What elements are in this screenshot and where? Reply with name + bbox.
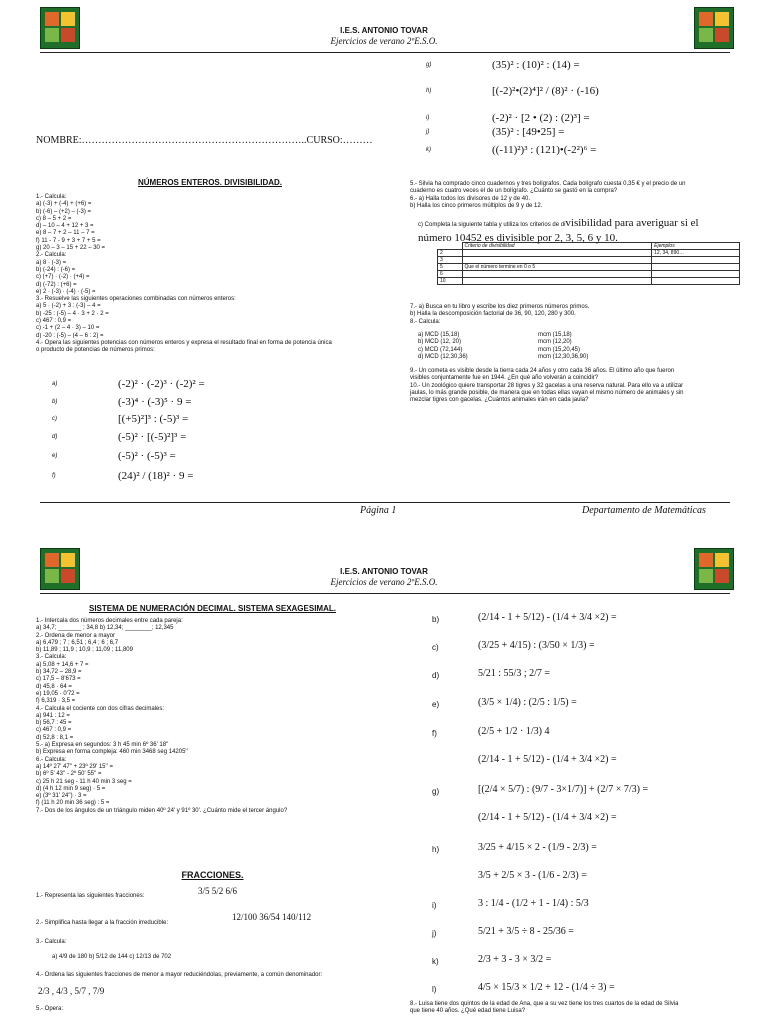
exercise-line: que tiene 40 años. ¿Qué edad tiene Luisa? — [410, 1008, 526, 1015]
table-cell-ejemplos — [652, 257, 740, 264]
exercise-line: 8.- Calcula: — [410, 318, 441, 325]
exercise-line: g) 20 – 3 – 15 + 22 – 30 = — [36, 245, 106, 252]
expr-formula: (3/25 + 4/15) : (3/50 × 1/3) = — [478, 640, 595, 651]
divisibility-table — [437, 242, 740, 285]
exercise-line: a) 34,7; _______ ; 34,8 b) 12,34; ________; 12,345 — [36, 625, 174, 632]
exercise-line: a) 8 · (-3) = — [36, 259, 67, 266]
exercise-line: b) (-24) : (-6) = — [36, 266, 76, 273]
exercise-line: 6.- a) Halla todos los divisores de 12 y de 40. — [410, 195, 531, 202]
expr-formula: (-2)² · [2 • (2) : (2)³] = — [492, 112, 590, 124]
mcm-item: mcm (12,30,36,90) — [538, 353, 589, 360]
right-exercises-2 — [410, 304, 760, 326]
table-cell-criterio — [462, 257, 652, 264]
power-formula: (-2)² · (-2)³ · (-2)² = — [118, 378, 205, 390]
exercise-line: 3.- Resuelve las siguientes operaciones combinadas con números enteros: — [36, 296, 236, 303]
exercise-line: cuaderno es cuatro veces el de un bolígrafo. ¿Cuánto se gastó en la compra? — [410, 188, 618, 195]
frac-q2-values — [232, 912, 311, 922]
section-title-enteros: NÚMEROS ENTEROS. DIVISIBILIDAD. — [137, 178, 282, 187]
expr-letter: h) — [432, 845, 440, 854]
mcm-item: mcm (15,18) — [538, 332, 572, 338]
exercise-line: 9.- Un cometa es visible desde la tierra cada 24 años y otro cada 36 años. El último año que fueron — [410, 368, 675, 374]
q6c-text-big: visibilidad para averiguar si el — [565, 217, 699, 229]
exercise-line: visibles conjuntamente fue en 1944. ¿En qué año volverán a coincidir? — [410, 375, 599, 382]
table-cell-ejemplos — [652, 278, 740, 285]
exercise-line: a) 5 · (-2) + 3 : (-3) – 4 = — [36, 303, 101, 310]
mcd-row — [410, 332, 760, 339]
frac-q3: 3.- Calcula: — [36, 939, 67, 945]
power-formula: (-3)⁴ · (-3)⁵ · 9 = — [118, 396, 192, 408]
exercise-line: c) 8 – 5 + 2 = — [36, 215, 72, 222]
exercise-line: c) 25 h 21 seg - 11 h 40 min 3 seg = — [36, 778, 132, 785]
mcd-row — [410, 347, 760, 354]
exercise-line: a) 941 : 12 = — [36, 712, 70, 719]
expr-letter: b) — [432, 615, 440, 624]
frac-q4-values: 2/3 , 4/3 , 5/7 , 7/9 — [38, 986, 105, 996]
table-cell-ejemplos: 12, 34, 890… — [652, 250, 740, 257]
q6c-text-big2: número 10452 es divisible por 2, 3, 5, 6 y 10. — [418, 232, 618, 244]
decimal-exercises — [36, 618, 416, 815]
exercise-line: c) -1 + (2 – 4 · 3) – 10 = — [36, 325, 100, 332]
expr-letter: k) — [432, 957, 439, 966]
exercise-line: a) 5,08 + 14,6 + 7 = — [36, 661, 89, 668]
frac-q5: 5.- Opera: — [36, 1006, 64, 1012]
exercise-line: d) (-72) : (+6) = — [36, 281, 77, 288]
power-formula: (24)² / (18)² · 9 = — [118, 470, 194, 482]
expr-letter: g) — [426, 62, 432, 68]
expr-formula: (3/5 × 1/4) : (2/5 : 1/5) = — [478, 697, 577, 708]
exercise-line: 6.- Calcula: — [36, 756, 67, 763]
exercise-line: c) (+7) · (-2) · (+4) = — [36, 274, 90, 281]
power-formula: (-5)² · [(-5)²]³ = — [118, 431, 187, 443]
power-letter: c) — [52, 416, 57, 422]
exercise-line: d) (4 h 12 min 9 seg) · 5 = — [36, 785, 106, 792]
table-cell-number: 10 — [438, 278, 463, 285]
mcd-item: a) MCD (15,18) — [418, 332, 460, 338]
q6c-text-small: c) Completa la siguiente tabla y utiliza los criterios de di — [418, 222, 566, 228]
mcd-mcm-list — [410, 332, 760, 361]
exercise-line: b) 11,89 ; 11,9 ; 10,9 ; 11,09 ; 11,809 — [36, 647, 133, 654]
exercise-line: 7.- Dos de los ángulos de un triángulo miden 40º 24' y 91º 30'. ¿Cuánto mide el tercer ángulo? — [36, 807, 288, 814]
exercise-line: o producto de potencias de números primos: — [36, 347, 155, 354]
exercise-line: d) 52,8 : 8,1 = — [36, 734, 74, 741]
table-cell-ejemplos — [652, 271, 740, 278]
school-name-p2: I.E.S. ANTONIO TOVAR — [340, 567, 428, 576]
exercise-line: mezclar tigres con gacelas. ¿Cuántos animales irán en cada jaula? — [410, 397, 589, 404]
table-cell-criterio — [462, 271, 652, 278]
expr-letter: e) — [432, 700, 440, 709]
mcd-item: d) MCD (12,30,36) — [418, 353, 468, 360]
exercise-line: a) 6,479 ; 7 ; 6,51 ; 6,4 ; 6 ; 6,7 — [36, 639, 119, 646]
expr-letter: c) — [432, 643, 439, 652]
expr-letter: j) — [432, 929, 437, 938]
exercise-line: b) 56,7 : 45 = — [36, 720, 72, 727]
exercise-line: b) (-6) – (+2) – (-3) = — [36, 208, 92, 215]
exercise-subtitle-p2: Ejercicios de verano 2ºE.S.O. — [330, 577, 438, 587]
fraction-list: a) 4/9 de 180 b) 5/12 de 144 c) 12/13 de 702 — [52, 954, 172, 960]
table-row — [438, 271, 740, 278]
exercise-line: e) (3º 31' 24'') · 3 = — [36, 793, 87, 800]
table-row — [438, 278, 740, 285]
exercise-line: f) 11 - 7 - 9 + 3 + 7 + 5 = — [36, 237, 101, 244]
power-letter: a) — [52, 381, 58, 387]
expr-letter: j) — [426, 129, 430, 135]
exercise-line: e) 19,05 · 0'72 = — [36, 690, 80, 697]
exercise-line: c) 467 : 0,9 = — [36, 318, 72, 325]
frac-q3-values — [52, 954, 171, 961]
table-row — [438, 250, 740, 257]
table-cell-number: 3 — [438, 257, 463, 264]
exercise-line: jaulas, lo más grande posible, de manera que en todas ellas vayan el mismo número de animales y sin — [410, 389, 684, 396]
exercise-line: f) 6,319 · 3,5 = — [36, 698, 76, 705]
fraction-list: 3/5 5/2 6/6 — [198, 886, 238, 896]
table-corner — [438, 243, 463, 250]
expr-letter: k) — [426, 147, 431, 153]
table-cell-number: 2 — [438, 250, 463, 257]
exercise-line: c) 467 : 0,9 = — [36, 727, 72, 734]
fraction-list: 12/100 36/54 140/112 — [232, 912, 312, 922]
school-name: I.E.S. ANTONIO TOVAR — [340, 26, 428, 35]
mcd-row — [410, 354, 760, 361]
exercise-line: 10.- Un zoológico quiere transportar 28 tigres y 32 gacelas a una reserva natural. Para ello va a utilizar — [410, 382, 684, 389]
right-exercises — [410, 181, 760, 210]
expr-letter: i) — [432, 901, 437, 910]
expr-formula: 2/3 + 3 - 3 × 3/2 = — [478, 954, 552, 965]
mcd-row — [410, 339, 760, 346]
expr-letter: d) — [432, 671, 440, 680]
power-formula: (-5)² · (-5)³ = — [118, 450, 176, 462]
exercise-line: 2.- Calcula: — [36, 252, 67, 259]
frac-q2: 2.- Simplifica hasta llegar a la fracción irreducible: — [36, 920, 169, 926]
expr-formula: (2/5 + 1/2 · 1/3) 4 — [478, 726, 550, 737]
expr-letter: g) — [432, 787, 440, 796]
table-cell-criterio: Que el número termine en 0 o 5 — [462, 264, 652, 271]
exercise-line: b) Expresa en forma compleja: 460 min 3468 seg 14205'' — [36, 749, 188, 756]
exercise-line: 5.- Silvia ha comprado cinco cuadernos y tres bolígrafos. Cada bolígrafo cuesta 0,35 € y el precio de un — [410, 181, 686, 187]
expr-formula: 3/5 + 2/5 × 3 - (1/6 - 2/3) = — [478, 870, 587, 881]
expr-formula: 5/21 + 3/5 ÷ 8 - 25/36 = — [478, 926, 574, 937]
exercise-line: 2.- Ordena de menor a mayor — [36, 632, 116, 639]
section-title-fracciones: FRACCIONES. — [181, 870, 244, 880]
exercise-line: 4.- Opera las siguientes potencias con números enteros y expresa el resultado final en forma de potencia única — [36, 339, 332, 346]
exercise-line: e) 8 – 7 + 2 – 11 – 7 = — [36, 230, 95, 237]
table-cell-number: 5 — [438, 264, 463, 271]
question-6c — [418, 216, 758, 244]
mcd-item: c) MCD (72,144) — [418, 346, 463, 353]
exercise-line: 4.- Calcula el cociente con dos cifras decimales: — [36, 705, 165, 712]
exercise-line: 8.- Luisa tiene dos quintos de la edad de Ana, que a su vez tiene los tres cuartos de la edad de Silvia — [410, 1001, 679, 1007]
footer-department: Departamento de Matemáticas — [582, 505, 706, 516]
table-cell-criterio — [462, 250, 652, 257]
expr-letter: h) — [426, 88, 432, 94]
exercise-line: a) 14º 27' 47'' + 23º 29' 15'' = — [36, 763, 113, 770]
power-letter: e) — [52, 453, 58, 459]
power-formula: [(+5)²]³ : (-5)³ = — [118, 413, 189, 425]
name-line: NOMBRE:…………………………………………………………..CURSO:……… — [36, 135, 373, 146]
expr-formula: (2/14 - 1 + 5/12) - (1/4 + 3/4 ×2) = — [478, 612, 617, 623]
exercise-line: b) 6º 5' 43'' - 2º 50' 55'' = — [36, 771, 102, 778]
left-exercises — [36, 194, 396, 355]
exercise-line: b) 34,72 – 28,9 = — [36, 669, 82, 676]
mcm-item: mcm (12,20) — [538, 339, 572, 346]
expr-formula: (2/14 - 1 + 5/12) - (1/4 + 3/4 ×2) = — [478, 754, 617, 765]
power-letter: b) — [52, 399, 58, 405]
question-8 — [410, 1001, 760, 1016]
frac-q4: 4.- Ordena las siguientes fracciones de menor a mayor reduciéndolas, previamente, a común denominador: — [36, 972, 323, 978]
expr-formula: [(2/4 × 5/7) : (9/7 - 3×1/7)] + (2/7 × 7/3) = — [478, 784, 649, 795]
exercise-line: b) Halla los cinco primeros múltiplos de 9 y de 12. — [410, 202, 543, 209]
expr-formula: (2/14 - 1 + 5/12) - (1/4 + 3/4 ×2) = — [478, 812, 617, 823]
expr-formula: ((-11)²)³ : (121)•(-2²)⁶ = — [492, 144, 597, 156]
exercise-subtitle: Ejercicios de verano 2ºE.S.O. — [330, 36, 438, 46]
table-row — [438, 264, 740, 271]
exercise-line: e) 2 · (-3) · (-4) · (-5) = — [36, 288, 96, 295]
frac-q1-values — [198, 886, 237, 896]
expr-formula: 3/25 + 4/15 × 2 - (1/9 - 2/3) = — [478, 842, 597, 853]
exercise-line: d) – 10 – 4 + 12 + 3 = — [36, 223, 94, 230]
exercise-line: b) Halla la descomposición factorial de 36, 90, 120, 280 y 300. — [410, 311, 576, 318]
exercise-line: 7.- a) Busca en tu libro y escribe los diez primeros números primos. — [410, 304, 590, 310]
expr-formula: (35)² : [49•25] = — [492, 126, 565, 138]
exercise-line: 5.- a) Expresa en segundos: 3 h 45 min 6º 36' 18'' — [36, 742, 169, 749]
footer-page: Página 1 — [360, 505, 397, 516]
table-header-criterio: Criterio de divisibilidad — [462, 243, 652, 250]
section-title-decimal: SISTEMA DE NUMERACIÓN DECIMAL. SISTEMA SEXAGESIMAL. — [89, 604, 336, 613]
expr-formula: 5/21 : 55/3 ; 2/7 = — [478, 668, 551, 679]
table-cell-criterio — [462, 278, 652, 285]
exercise-line: a) (-3) + (-4) + (+6) = — [36, 201, 92, 208]
exercise-line: b) -25 : (-5) – 4 · 3 + 2 · 2 = — [36, 310, 109, 317]
right-exercises-3 — [410, 368, 760, 404]
exercise-line: f) (11 h 20 min 36 seg) : 5 = — [36, 800, 110, 807]
frac-q1: 1.- Representa las siguientes fracciones: — [36, 893, 145, 899]
table-cell-ejemplos — [652, 264, 740, 271]
expr-formula: 4/5 × 15/3 × 1/2 + 12 - (1/4 ÷ 3) = — [478, 982, 615, 993]
table-header-ejemplos: Ejemplos — [652, 243, 740, 250]
power-letter: d) — [52, 434, 58, 440]
expr-formula: 3 : 1/4 - (1/2 + 1 - 1/4) : 5/3 — [478, 898, 589, 909]
exercise-line: 3.- Calcula: — [36, 654, 67, 661]
expr-letter: i) — [426, 115, 430, 121]
exercise-line: d) 45,8 · 64 = — [36, 683, 72, 690]
exercise-line: 1.- Intercala dos números decimales entre cada pareja: — [36, 618, 183, 624]
power-letter: f) — [52, 473, 56, 479]
exercise-line: d) -20 : (-5) – (4 – 6 : 2) = — [36, 332, 104, 339]
expr-formula: (35)² : (10)² : (14) = — [492, 59, 580, 71]
exercise-line: c) 17,5 – 8'673 = — [36, 676, 81, 683]
table-row — [438, 257, 740, 264]
mcm-item: mcm (15,20,45) — [538, 346, 581, 353]
expr-letter: l) — [432, 985, 437, 994]
expr-formula: [(-2)²•(2)⁴]² / (8)² · (-16) — [492, 85, 599, 97]
expr-letter: f) — [432, 729, 437, 738]
exercise-line: 1.- Calcula: — [36, 194, 67, 200]
mcd-item: b) MCD (12, 20) — [418, 339, 462, 346]
table-cell-number: 6 — [438, 271, 463, 278]
